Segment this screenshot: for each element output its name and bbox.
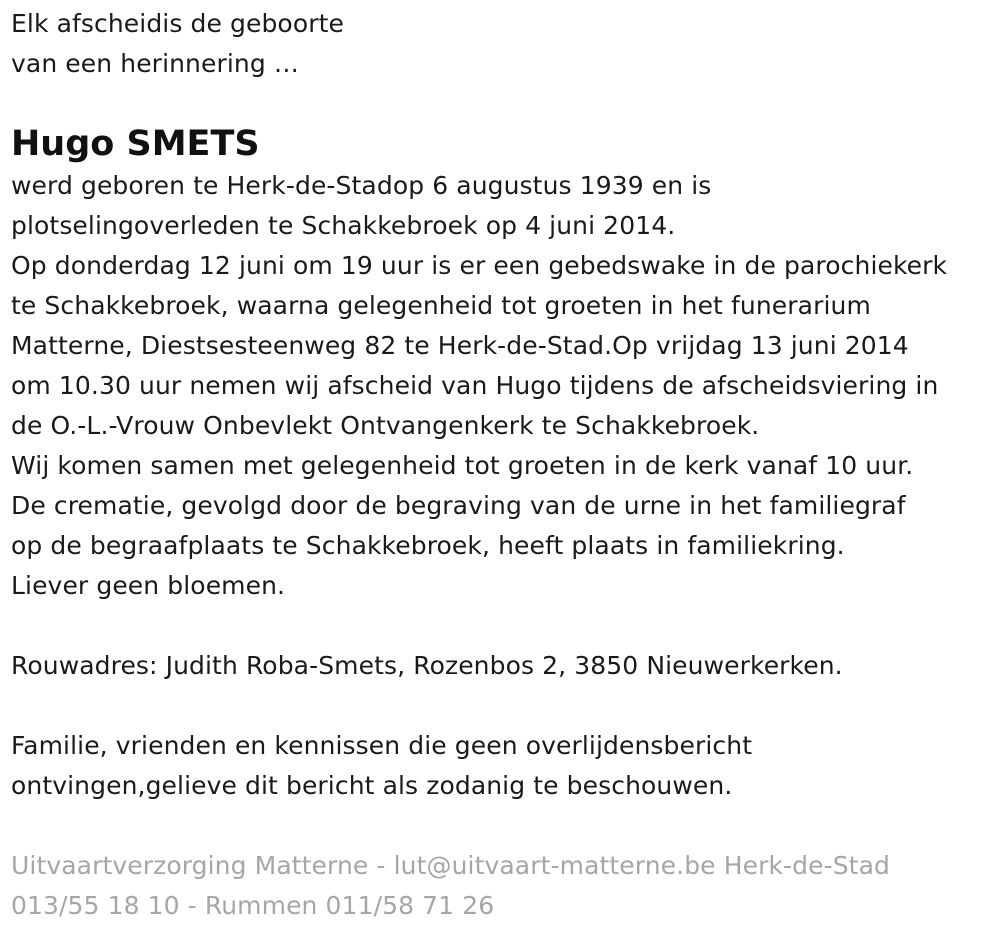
- notice-line-2: ontvingen,gelieve dit bericht als zodanig te beschouwen.: [11, 771, 733, 800]
- mourning-address: Rouwadres: Judith Roba-Smets, Rozenbos 2, 3850 Nieuwerkerken.: [11, 651, 843, 680]
- notice-line-1: Familie, vrienden en kennissen die geen overlijdensbericht: [11, 731, 753, 760]
- body-line: De crematie, gevolgd door de begraving van de urne in het familiegraf: [11, 491, 906, 520]
- body-line: Wij komen samen met gelegenheid tot groeten in de kerk vanaf 10 uur.: [11, 451, 914, 480]
- body-line: op de begraafplaats te Schakkebroek, heeft plaats in familiekring.: [11, 531, 845, 560]
- body-line: plotselingoverleden te Schakkebroek op 4 juni 2014.: [11, 211, 676, 240]
- footer-line-1: Uitvaartverzorging Matterne - lut@uitvaart-matterne.be Herk-de-Stad: [11, 851, 890, 880]
- body-line: Liever geen bloemen.: [11, 571, 286, 600]
- spacer: [11, 686, 996, 726]
- notice-paragraph: [11, 726, 996, 806]
- body-line: Op donderdag 12 juni om 19 uur is er een gebedswake in de parochiekerk: [11, 251, 948, 280]
- intro-line-1: Elk afscheidis de geboorte: [11, 9, 344, 38]
- spacer: [11, 806, 996, 846]
- obituary-body: [11, 166, 996, 606]
- body-line: te Schakkebroek, waarna gelegenheid tot groeten in het funerarium: [11, 291, 871, 320]
- intro-quote: [11, 4, 996, 84]
- footer-line-2: 013/55 18 10 - Rummen 011/58 71 26: [11, 891, 495, 920]
- obituary-document: [11, 4, 996, 926]
- body-line: Matterne, Diestsesteenweg 82 te Herk-de-Stad.Op vrijdag 13 juni 2014: [11, 331, 909, 360]
- funeral-home-footer: [11, 846, 996, 926]
- spacer: [11, 606, 996, 646]
- body-line: om 10.30 uur nemen wij afscheid van Hugo tijdens de afscheidsviering in: [11, 371, 939, 400]
- deceased-name: Hugo SMETS: [11, 124, 260, 164]
- body-line: de O.-L.-Vrouw Onbevlekt Ontvangenkerk te Schakkebroek.: [11, 411, 760, 440]
- body-line: werd geboren te Herk-de-Stadop 6 augustus 1939 en is: [11, 171, 712, 200]
- intro-line-2: van een herinnering …: [11, 49, 299, 78]
